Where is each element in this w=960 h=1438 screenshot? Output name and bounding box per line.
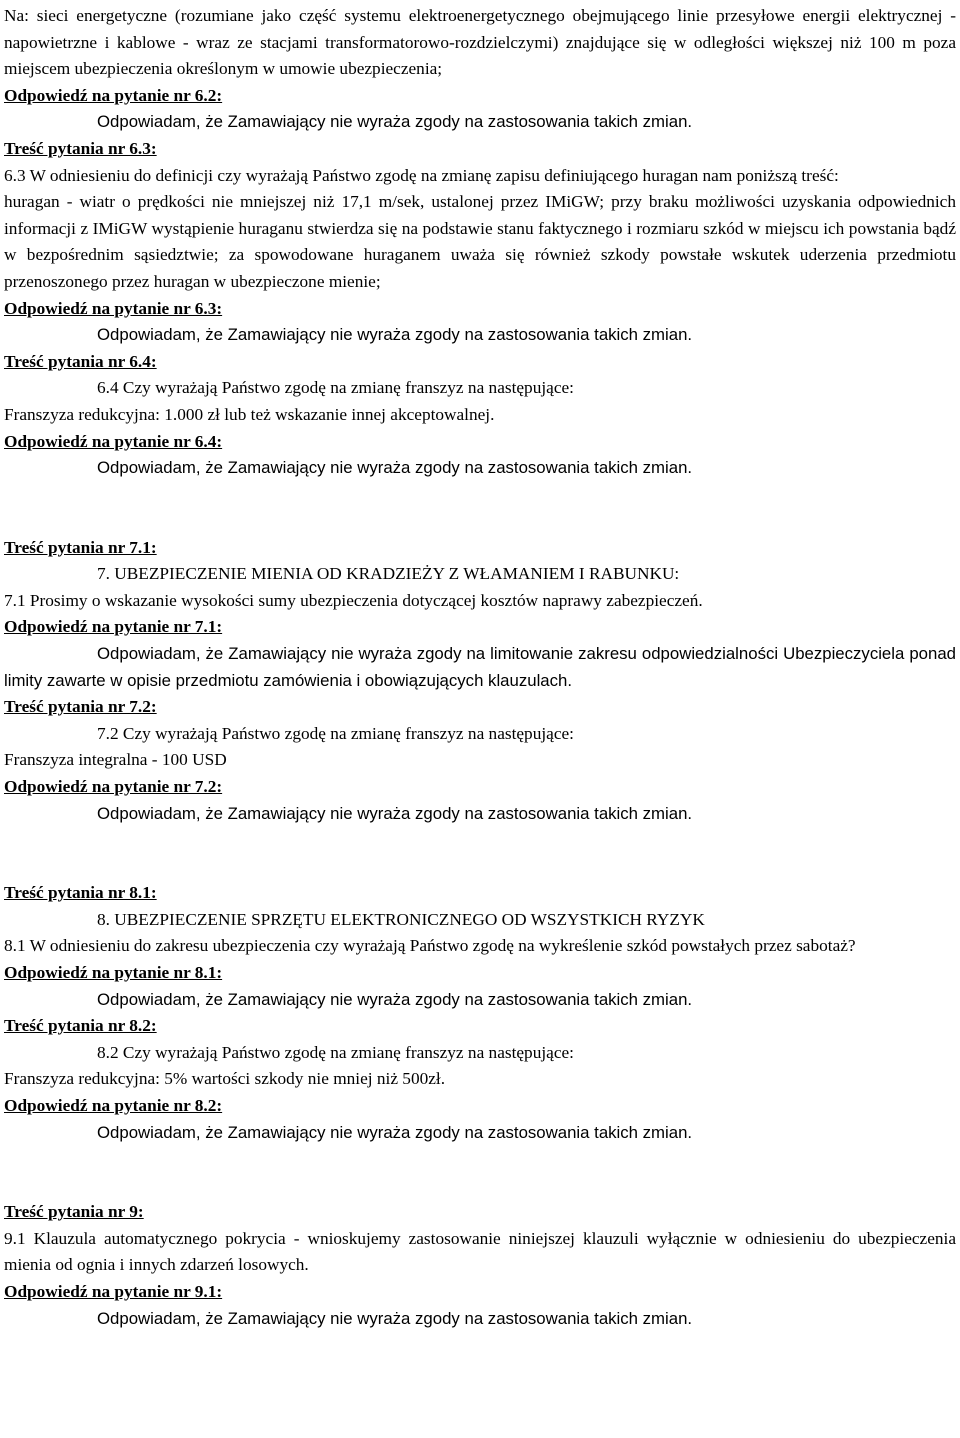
question-7-2-text: 7.2 Czy wyrażają Państwo zgodę na zmianę franszyz na następujące: bbox=[97, 723, 574, 743]
answer-9-1-heading: Odpowiedź na pytanie nr 9.1: bbox=[4, 1281, 223, 1301]
answer-7-1-text: Odpowiadam, że Zamawiający nie wyraża zgody na limitowanie zakresu odpowiedzialności Ubezpieczyciela ponad limity zawarte w opisie przedmiotu zamówienia i obowiązujących klauzulach. bbox=[4, 644, 956, 690]
question-6-4-text: 6.4 Czy wyrażają Państwo zgodę na zmianę franszyz na następujące: bbox=[97, 378, 574, 398]
answer-8-2-heading: Odpowiedź na pytanie nr 8.2: bbox=[4, 1095, 223, 1115]
question-8-2-detail: Franszyza redukcyjna: 5% wartości szkody nie mniej niż 500zł. bbox=[4, 1069, 446, 1089]
question-6-4-heading: Treść pytania nr 6.4: bbox=[4, 351, 157, 371]
section-spacer bbox=[4, 827, 956, 880]
question-6-3-text: 6.3 W odniesieniu do definicji czy wyrażają Państwo zgodę na zmianę zapisu definiującego huragan nam poniższą treść: bbox=[4, 165, 839, 185]
answer-7-1-heading: Odpowiedź na pytanie nr 7.1: bbox=[4, 617, 223, 637]
answer-8-2-text: Odpowiadam, że Zamawiający nie wyraża zgody na zastosowania takich zmian. bbox=[97, 1122, 693, 1142]
answer-8-1-heading: Odpowiedź na pytanie nr 8.1: bbox=[4, 963, 223, 982]
answer-6-2-heading: Odpowiedź na pytanie nr 6.2: bbox=[4, 85, 223, 105]
question-8-2-heading: Treść pytania nr 8.2: bbox=[4, 1016, 157, 1036]
question-8-2-text: 8.2 Czy wyrażają Państwo zgodę na zmianę franszyz na następujące: bbox=[97, 1042, 574, 1062]
question-6-4-detail: Franszyza redukcyjna: 1.000 zł lub też wskazanie innej akceptowalnej. bbox=[4, 404, 495, 424]
answer-8-1-text: Odpowiadam, że Zamawiający nie wyraża zgody na zastosowania takich zmian. bbox=[97, 989, 693, 1009]
question-9-heading: Treść pytania nr 9: bbox=[4, 1202, 144, 1222]
question-7-2-detail: Franszyza integralna - 100 USD bbox=[4, 750, 227, 770]
section-8-title: 8. UBEZPIECZENIE SPRZĘTU ELEKTRONICZNEGO OD WSZYSTKICH RYZYK bbox=[97, 909, 705, 929]
answer-6-3-text: Odpowiadam, że Zamawiający nie wyraża zgody na zastosowania takich zmian. bbox=[97, 325, 693, 345]
section-spacer bbox=[4, 1146, 956, 1199]
intro-paragraph: Na: sieci energetyczne (rozumiane jako część systemu elektroenergetycznego obejmującego linie przesyłowe energii elektrycznej - napowietrzne i kablowe - wraz ze stacjami transformatorowo-rozdzielczymi) znajdujące się w odległości większej niż 100 m poza miejscem ubezpieczenia określonym w umowie ubezpieczenia; bbox=[4, 6, 956, 79]
answer-9-1-text: Odpowiadam, że Zamawiający nie wyraża zgody na zastosowania takich zmian. bbox=[97, 1308, 693, 1328]
answer-6-2-text: Odpowiadam, że Zamawiający nie wyraża zgody na zastosowania takich zmian. bbox=[97, 112, 693, 132]
answer-6-3-heading: Odpowiedź na pytanie nr 6.3: bbox=[4, 298, 223, 318]
answer-7-2-heading: Odpowiedź na pytanie nr 7.2: bbox=[4, 777, 223, 797]
answer-6-4-heading: Odpowiedź na pytanie nr 6.4: bbox=[4, 431, 223, 451]
question-7-1-heading: Treść pytania nr 7.1: bbox=[4, 537, 157, 557]
section-7-title: 7. UBEZPIECZENIE MIENIA OD KRADZIEŻY Z WŁAMANIEM I RABUNKU: bbox=[97, 564, 680, 584]
section-spacer bbox=[4, 482, 956, 535]
question-6-3-heading: Treść pytania nr 6.3: bbox=[4, 138, 157, 158]
question-9-1-text: 9.1 Klauzula automatycznego pokrycia - wnioskujemy zastosowanie niniejszej klauzuli wyłącznie w odniesieniu do ubezpieczenia mienia od ognia i innych zdarzeń losowych. bbox=[4, 1228, 956, 1275]
question-7-2-heading: Treść pytania nr 7.2: bbox=[4, 697, 157, 717]
question-8-1-text: 8.1 W odniesieniu do zakresu ubezpieczenia czy wyrażają Państwo zgodę na wykreślenie szkód powstałych przez sabotaż? bbox=[4, 936, 856, 956]
question-7-1-text: 7.1 Prosimy o wskazanie wysokości sumy ubezpieczenia dotyczącej kosztów naprawy zabezpieczeń. bbox=[4, 590, 703, 610]
question-6-3-definition: huragan - wiatr o prędkości nie mniejszej niż 17,1 m/sek, ustalonej przez IMiGW; przy braku możliwości uzyskania odpowiednich informacji z IMiGW wystąpienie huraganu stwierdza się na podstawie stanu faktycznego i rozmiaru szkód w miejscu ich powstania bądź w bezpośrednim sąsiedztwie; za spowodowane huraganem uważa się również szkody powstałe wskutek uderzenia przedmiotu przenoszonego przez huragan w ubezpieczone mienie; bbox=[4, 192, 956, 291]
answer-7-2-text: Odpowiadam, że Zamawiający nie wyraża zgody na zastosowania takich zmian. bbox=[97, 803, 693, 823]
answer-6-4-text: Odpowiadam, że Zamawiający nie wyraża zgody na zastosowania takich zmian. bbox=[97, 458, 693, 478]
question-8-1-heading: Treść pytania nr 8.1: bbox=[4, 883, 157, 903]
